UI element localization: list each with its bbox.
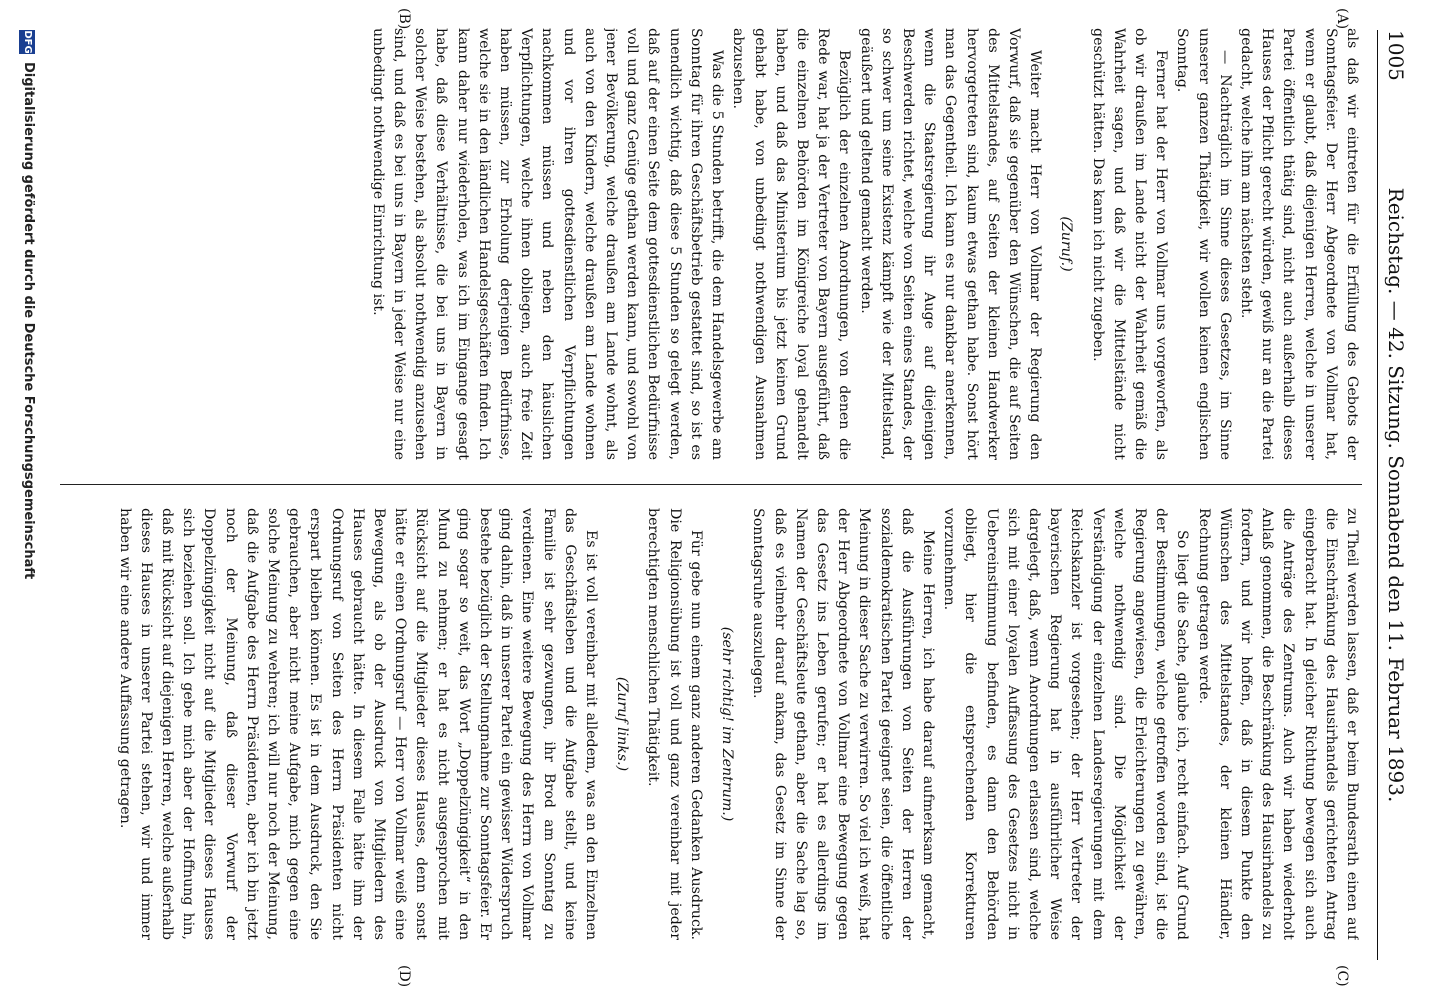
margin-marker-d: (D) (396, 965, 412, 988)
paragraph: So liegt die Sache, glaube ich, recht einfach. Auf Grund der Bestimmungen, welche getroffen worden sind, ist die Regierung angewiesen, die Erleichterungen zu gewähren, welche nothwendig sind. Die Möglichkeit der Verständigung der einzelnen Landesregierungen mit dem Reichskanzler ist vorgesehen; der Herr Vertreter der bayerischen Regierung hat in ausführlicher Weise dargelegt, daß, wenn Anordnungen erlassen sind, welche sich mit einer loyalen Auffassung des Gesetzes nicht in Uebereinstimmung befinden, es dann den Behörden obliegt, hier die entsprechenden Korrekturen vorzunehmen. (941, 508, 1191, 940)
paragraph: als daß wir eintreten für die Erfüllung des Gebots der Sonntagsfeier. Der Herr Abgeordnete von Vollmar hat, wenn er glaubt, daß diejenigen Herren, welche in unserer Partei öffentlich thätig sind, nicht auch außerhalb dieses Hauses der Pflicht gerecht würden, gewiß nur an die Partei gedacht, welche ihm am nächsten steht. (1237, 28, 1360, 460)
paragraph: Weiter macht Herr von Vollmar der Regierung den Vorwurf, daß sie gegenüber den Wünschen, die auf Seiten des Mittelstandes, auf Seiten der kleinen Handwerker hervorgetreten sind, kaum etwas gethan habe. Sonst hört man das Gegentheil. Ich kann es nur dankbar anerkennen, wenn die Staatsregierung ihr Auge auf diejenigen Beschwerden richtet, welche von Seiten eines Standes, der so schwer um seine Existenz kämpft wie der Mittelstand, geäußert und geltend gemacht werden. (857, 28, 1044, 460)
paragraph: Ferner hat der Herr von Vollmar uns vorgeworfen, als ob wir draußen im Lande nicht der Wahrheit gemäß die Wahrheit sagen, und daß wir die Mittelstände nicht geschützt hätten. Das kann ich nicht zugeben. (1089, 28, 1170, 460)
running-title: Reichstag. — 42. Sitzung. Sonnabend den 11. Februar 1893. (1384, 187, 1408, 803)
paragraph: Meine Herren, ich habe darauf aufmerksam gemacht, daß die Ausführungen von Seiten der Herren der sozialdemokratischen Partei geeignet seien, die öffentliche Meinung in dieser Sache zu verwirren. So viel ich weiß, hat der Herr Abgeordnete von Vollmar eine Bewegung gegen das Gesetz ins Leben gerufen; er hat es allerdings im Namen der Geschäftsleute gethan, aber die Sache lag so, daß es vielmehr darauf ankam, das Gesetz im Sinne der Sonntagsruhe auszulegen. (750, 508, 936, 940)
margin-marker-c: (C) (1334, 965, 1350, 987)
credit-text: Digitalisierung gefördert durch die Deutsche Forschungsgemeinschaft (21, 62, 36, 580)
paragraph: Bezüglich der einzelnen Anordnungen, von denen die Rede war, hat ja der Vertreter von Bayern ausgeführt, daß die einzelnen Behörden im Königreiche loyal gehandelt haben, und daß das Ministerium bis jetzt keinen Grund gehabt habe, von unbedingt nothwendigen Ausnahmen abzusehen. (730, 28, 853, 460)
left-column (60, 28, 1362, 460)
page-number: 1005 (1384, 30, 1408, 81)
margin-marker-b: (B) (396, 8, 412, 30)
column-divider (60, 484, 1362, 485)
interjection: (Zuruf.) (1058, 216, 1075, 272)
paragraph: Für gebe nun einem ganz anderen Gedanken Ausdruck. Die Religionsübung ist voll und ganz vereinbar mit jeder berechtigten menschlichen Thätigkeit. (645, 508, 704, 940)
page-header (1377, 30, 1412, 960)
paragraph: Es ist voll vereinbar mit alledem, was an den Einzelnen das Geschäftsleben und die Aufgabe stellt, und keine Familie ist sehr gezwungen, ihr Brod am Sonntag zu verdienen. Eine weitere Bewegung des Herrn von Vollmar ging dahin, daß in unserer Partei ein gewisser Widerspruch bestehe bezüglich der Stellungnahme zur Sonntagsfeier. Er ging sogar so weit, das Wort „Doppelzüngigkeit“ in den Mund zu nehmen; er hat es nicht ausgesprochen mit Rücksicht auf die Mitglieder dieses Hauses, denn sonst hätte er einen Ordnungsruf — Herr von Vollmar weiß eine Bewegung, als ob der Ausdruck von Mitgliedern des Hauses gebraucht hätte. In diesem Falle hätte ihm der Ordnungsruf von Seiten des Herrn Präsidenten nicht erspart bleiben können. Es ist in dem Ausdruck, den Sie gebrauchen, aber nicht meine Aufgabe, mich gegen eine solche Meinung zu wehren; ich will nur noch der Meinung, daß die Aufgabe des Herrn Präsidenten, aber ich bin jetzt noch der Meinung, daß dieser Vorwurf der Doppelzüngigkeit nicht auf die Mitglieder dieses Hauses sich beziehen soll. Ich gebe mich aber der Hoffnung hin, daß mit Rücksicht auf diejenigen Herren, welche außerhalb dieses Hauses in unserer Partei stehen, wir und immer haben wir eine andere Auffassung getragen. (116, 508, 600, 940)
digitization-credit (14, 30, 36, 970)
right-column (60, 508, 1362, 940)
dfg-logo: DFG (19, 30, 35, 54)
paragraph: Was die 5 Stunden betrifft, die dem Handelsgewerbe am Sonntag für ihren Geschäftsbetrieb gestattet sind, so ist es unendlich wichtig, daß diese 5 Stunden so gelegt werden, daß auf der einen Seite dem gottesdienstlichen Bedürfnisse voll und ganz Genüge gethan werden kann, und sowohl von jener Bevölkerung, welche draußen am Lande wohnt, als auch von den Kindern, welche draußen am Lande wohnen und vor ihren gottesdienstlichen Verpflichtungen nachkommen müssen und neben den häuslichen Verpflichtungen, welche ihnen obliegen, auch freie Zeit haben müssen, zur Erholung derjenigen Bedürfnisse, welche sie in den ländlichen Handelsgeschäften finden. Ich kann daher nur wiederholen, was ich im Eingange gesagt habe, daß diese Verhältnisse, die bei uns in Bayern in solcher Weise bestehen, als absolut nothwendig anzusehen sind, und daß es bei uns in Bayern in jeder Weise nur eine unbedingt nothwendige Einrichtung ist. (369, 28, 726, 460)
interjection: (Zuruf links.) (614, 676, 631, 772)
paragraph: — Nachträglich im Sinne dieses Gesetzes, im Sinne unserer ganzen Thätigkeit, wir wollen keinen englischen Sonntag. (1174, 28, 1233, 460)
margin-marker-a: (A) (1334, 8, 1350, 30)
interjection: (sehr richtig! im Zentrum.) (719, 626, 736, 822)
paragraph: zu Theil werden lassen, daß er beim Bundesrath einen auf die Einschränkung des Hausirhandels gerichteten Antrag eingebracht hat. In gleicher Richtung bewegen sich auch die Anträge des Zentrums. Auch wir haben wiederholt Anlaß genommen, die Beschränkung des Hausirhandels zu fordern, und wir hoffen, daß in diesem Punkte den Wünschen des Mittelstandes, der kleinen Händler, Rechnung getragen werde. (1195, 508, 1360, 940)
